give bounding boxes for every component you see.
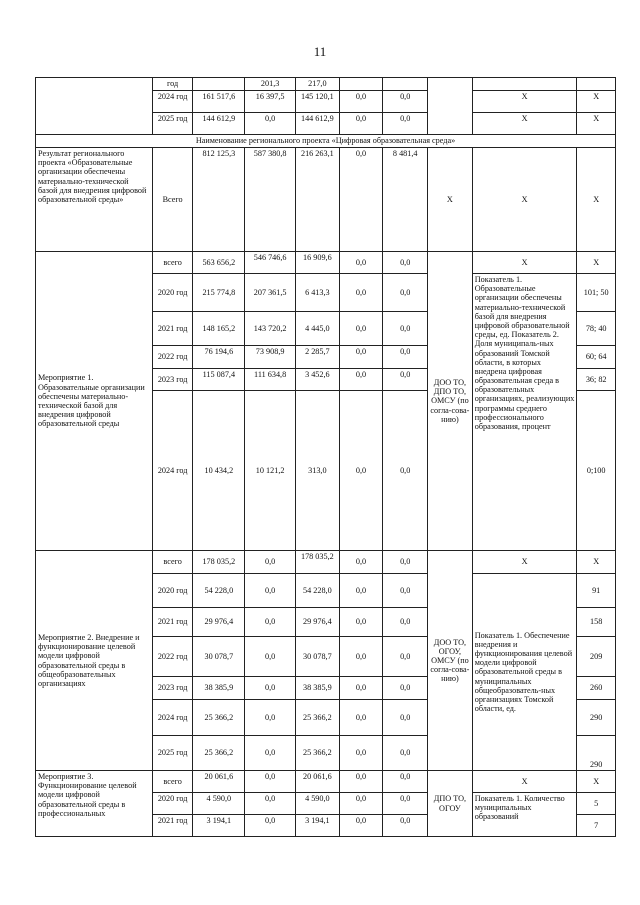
table-cell: 209	[577, 637, 616, 677]
table-cell: 0,0	[339, 574, 383, 608]
table-cell: 54 228,0	[193, 574, 245, 608]
table-cell: 0,0	[339, 608, 383, 637]
table-cell: 0,0	[339, 148, 383, 252]
table-cell: 0,0	[383, 815, 428, 837]
table-cell: 0,0	[339, 677, 383, 700]
table-cell: X	[577, 252, 616, 274]
table-cell: 0,0	[383, 608, 428, 637]
table-cell	[339, 78, 383, 91]
table-cell: 215 774,8	[193, 274, 245, 312]
table-cell: 4 590,0	[296, 793, 340, 815]
table-cell: 2023 год	[152, 369, 193, 391]
table-cell: 2021 год	[152, 815, 193, 837]
table-cell: X	[577, 148, 616, 252]
table-cell: 178 035,2	[296, 551, 340, 574]
table-cell: 2025 год	[152, 736, 193, 771]
table-cell: 73 908,9	[245, 346, 296, 369]
table-cell: 0,0	[339, 551, 383, 574]
table-cell: 563 656,2	[193, 252, 245, 274]
result-row	[36, 148, 616, 252]
table-cell: всего	[152, 551, 193, 574]
table-cell: X	[577, 771, 616, 793]
table-cell: 0,0	[339, 369, 383, 391]
measure-1-indicator: Показатель 1. Образовательные организации обеспечены материально-технической базой для внедрения цифровой образовательной среды, ед. Показатель 2. Доля муниципаль-ных образований Томской области, в которых внедрена цифровая образовательная среда в образовательных организациях, реализующих программы среднего профессионального образования, процент	[472, 274, 577, 551]
table-cell	[193, 78, 245, 91]
table-cell: 2022 год	[152, 637, 193, 677]
table-cell: 217,0	[296, 78, 340, 91]
table-cell: всего	[152, 771, 193, 793]
table-cell: 0,0	[245, 637, 296, 677]
table-cell: 36; 82	[577, 369, 616, 391]
table-cell: 20 061,6	[193, 771, 245, 793]
table-cell: 0;100	[577, 391, 616, 551]
table-cell: 144 612,9	[193, 113, 245, 135]
measure-2-responsible: ДОО ТО, ОГОУ, ОМСУ (по согла-сова-нию)	[428, 551, 473, 771]
table-cell: 3 452,6	[296, 369, 340, 391]
table-row	[36, 771, 616, 793]
table-cell: 587 380,8	[245, 148, 296, 252]
table-cell: 2021 год	[152, 608, 193, 637]
table-cell: 0,0	[383, 736, 428, 771]
table-cell: 158	[577, 608, 616, 637]
table-cell: 0,0	[245, 551, 296, 574]
table-cell: X	[472, 771, 577, 793]
table-cell: X	[472, 551, 577, 574]
name-cell	[36, 78, 153, 135]
table-cell: 16 909,6	[296, 252, 340, 274]
table-cell	[577, 78, 616, 91]
table-cell: 0,0	[383, 551, 428, 574]
page-number: 11	[313, 44, 327, 59]
table-cell: 3 194,1	[296, 815, 340, 837]
table-cell: 16 397,5	[245, 91, 296, 113]
responsible-cell	[428, 78, 473, 135]
table-cell: 111 634,8	[245, 369, 296, 391]
table-cell: 0,0	[383, 574, 428, 608]
table-cell: 0,0	[383, 252, 428, 274]
table-row	[36, 78, 616, 91]
table-cell	[472, 78, 577, 91]
table-cell: 25 366,2	[296, 700, 340, 736]
table-cell: 0,0	[339, 274, 383, 312]
table-cell: 812 125,3	[193, 148, 245, 252]
table-cell: 7	[577, 815, 616, 837]
table-cell: 0,0	[383, 91, 428, 113]
measure-3-responsible: ДПО ТО, ОГОУ	[428, 771, 473, 837]
table-cell: 25 366,2	[193, 736, 245, 771]
budget-table	[35, 77, 616, 837]
table-cell: 5	[577, 793, 616, 815]
table-cell: 0,0	[339, 793, 383, 815]
table-cell: X	[577, 551, 616, 574]
table-cell: 30 078,7	[296, 637, 340, 677]
table-cell: 0,0	[339, 252, 383, 274]
measure-1-name: Мероприятие 1. Образовательные организации обеспечены материально-технической базой для внедрения цифровой образовательной среды	[36, 252, 153, 551]
table-cell: 161 517,6	[193, 91, 245, 113]
table-cell: X	[472, 113, 577, 135]
table-cell: X	[428, 148, 473, 252]
table-cell: 0,0	[383, 113, 428, 135]
measure-2-name: Мероприятие 2. Внедрение и функционирование целевой модели цифровой образовательной среды в общеобразовательных организациях	[36, 551, 153, 771]
table-cell: 60; 64	[577, 346, 616, 369]
table-cell: 0,0	[339, 91, 383, 113]
table-cell: X	[472, 91, 577, 113]
table-cell: 290	[577, 736, 616, 771]
table-cell: 201,3	[245, 78, 296, 91]
table-cell: 0,0	[339, 771, 383, 793]
table-cell: 0,0	[245, 793, 296, 815]
table-cell: 3 194,1	[193, 815, 245, 837]
table-cell: 4 445,0	[296, 312, 340, 346]
table-cell: 2024 год	[152, 91, 193, 113]
table-cell: 546 746,6	[245, 252, 296, 274]
table-cell: 20 061,6	[296, 771, 340, 793]
table-cell: 38 385,9	[193, 677, 245, 700]
table-cell: всего	[152, 252, 193, 274]
table-cell: 178 035,2	[193, 551, 245, 574]
table-cell: 2023 год	[152, 677, 193, 700]
table-cell: 115 087,4	[193, 369, 245, 391]
table-cell: 0,0	[245, 608, 296, 637]
table-cell: 148 165,2	[193, 312, 245, 346]
measure-3-indicator: Показатель 1. Количество муниципальных образований	[472, 793, 577, 837]
table-cell: Всего	[152, 148, 193, 252]
table-cell: 0,0	[339, 736, 383, 771]
table-cell: 0,0	[245, 736, 296, 771]
table-cell: 10 121,2	[245, 391, 296, 551]
table-cell: 25 366,2	[296, 736, 340, 771]
table-cell: 0,0	[383, 312, 428, 346]
table-cell: 2 285,7	[296, 346, 340, 369]
table-cell: 0,0	[383, 369, 428, 391]
section-title: Наименование регионального проекта «Цифровая образовательная среда»	[36, 135, 616, 148]
table-cell: 91	[577, 574, 616, 608]
table-cell: 0,0	[245, 815, 296, 837]
table-cell: 0,0	[383, 793, 428, 815]
table-cell: 2024 год	[152, 700, 193, 736]
table-cell: 0,0	[339, 113, 383, 135]
table-cell: X	[577, 91, 616, 113]
table-cell: X	[472, 148, 577, 252]
table-cell: 2021 год	[152, 312, 193, 346]
table-cell: 0,0	[383, 700, 428, 736]
table-cell: 0,0	[245, 700, 296, 736]
table-cell: 30 078,7	[193, 637, 245, 677]
table-cell: 144 612,9	[296, 113, 340, 135]
table-cell: 216 263,1	[296, 148, 340, 252]
table-row	[36, 252, 616, 274]
table-cell: 2020 год	[152, 793, 193, 815]
table-cell: 101; 50	[577, 274, 616, 312]
table-cell: 313,0	[296, 391, 340, 551]
table-cell: 0,0	[383, 637, 428, 677]
table-cell: 260	[577, 677, 616, 700]
table-cell: 8 481,4	[383, 148, 428, 252]
table-cell: 145 120,1	[296, 91, 340, 113]
table-cell: 6 413,3	[296, 274, 340, 312]
table-cell: X	[472, 252, 577, 274]
table-cell: 2022 год	[152, 346, 193, 369]
table-cell: 290	[577, 700, 616, 736]
table-cell: 0,0	[339, 700, 383, 736]
table-cell: 0,0	[383, 346, 428, 369]
table-cell: 10 434,2	[193, 391, 245, 551]
table-cell: 0,0	[339, 637, 383, 677]
table-cell: 0,0	[339, 391, 383, 551]
table-cell: 29 976,4	[193, 608, 245, 637]
table-cell: 207 361,5	[245, 274, 296, 312]
measure-2-indicator: Показатель 1. Обеспечение внедрения и функционирования целевой модели цифровой образовательной среды в муниципальных общеобразователь-ных организациях Томской области, ед.	[472, 574, 577, 771]
table-cell: 76 194,6	[193, 346, 245, 369]
table-cell: 2020 год	[152, 574, 193, 608]
table-cell: 0,0	[245, 771, 296, 793]
table-cell: 0,0	[383, 274, 428, 312]
table-cell: 0,0	[383, 771, 428, 793]
table-cell: 0,0	[339, 346, 383, 369]
table-row	[36, 551, 616, 574]
table-cell: 2025 год	[152, 113, 193, 135]
table-cell: 2024 год	[152, 391, 193, 551]
table-cell: 4 590,0	[193, 793, 245, 815]
table-cell: 0,0	[339, 815, 383, 837]
table-cell: год	[152, 78, 193, 91]
table-cell: 0,0	[383, 391, 428, 551]
table-cell: 78; 40	[577, 312, 616, 346]
table-cell: 29 976,4	[296, 608, 340, 637]
table-cell: 0,0	[383, 677, 428, 700]
section-title-row	[36, 135, 616, 148]
table-cell: 25 366,2	[193, 700, 245, 736]
table-cell: 0,0	[339, 312, 383, 346]
table-cell: 38 385,9	[296, 677, 340, 700]
table-cell: X	[577, 113, 616, 135]
table-cell: 0,0	[245, 574, 296, 608]
table-cell: 143 720,2	[245, 312, 296, 346]
table-cell	[383, 78, 428, 91]
measure-1-responsible: ДОО ТО, ДПО ТО, ОМСУ (по согла-сова-нию)	[428, 252, 473, 551]
measure-3-name: Мероприятие 3. Функционирование целевой модели цифровой образовательной среды в профессиональных	[36, 771, 153, 837]
result-name: Результат регионального проекта «Образовательные организации обеспечены материально-технической базой для внедрения цифровой образовательной среды»	[36, 148, 153, 252]
table-cell: 54 228,0	[296, 574, 340, 608]
table-cell: 0,0	[245, 113, 296, 135]
table-cell: 2020 год	[152, 274, 193, 312]
table-cell: 0,0	[245, 677, 296, 700]
